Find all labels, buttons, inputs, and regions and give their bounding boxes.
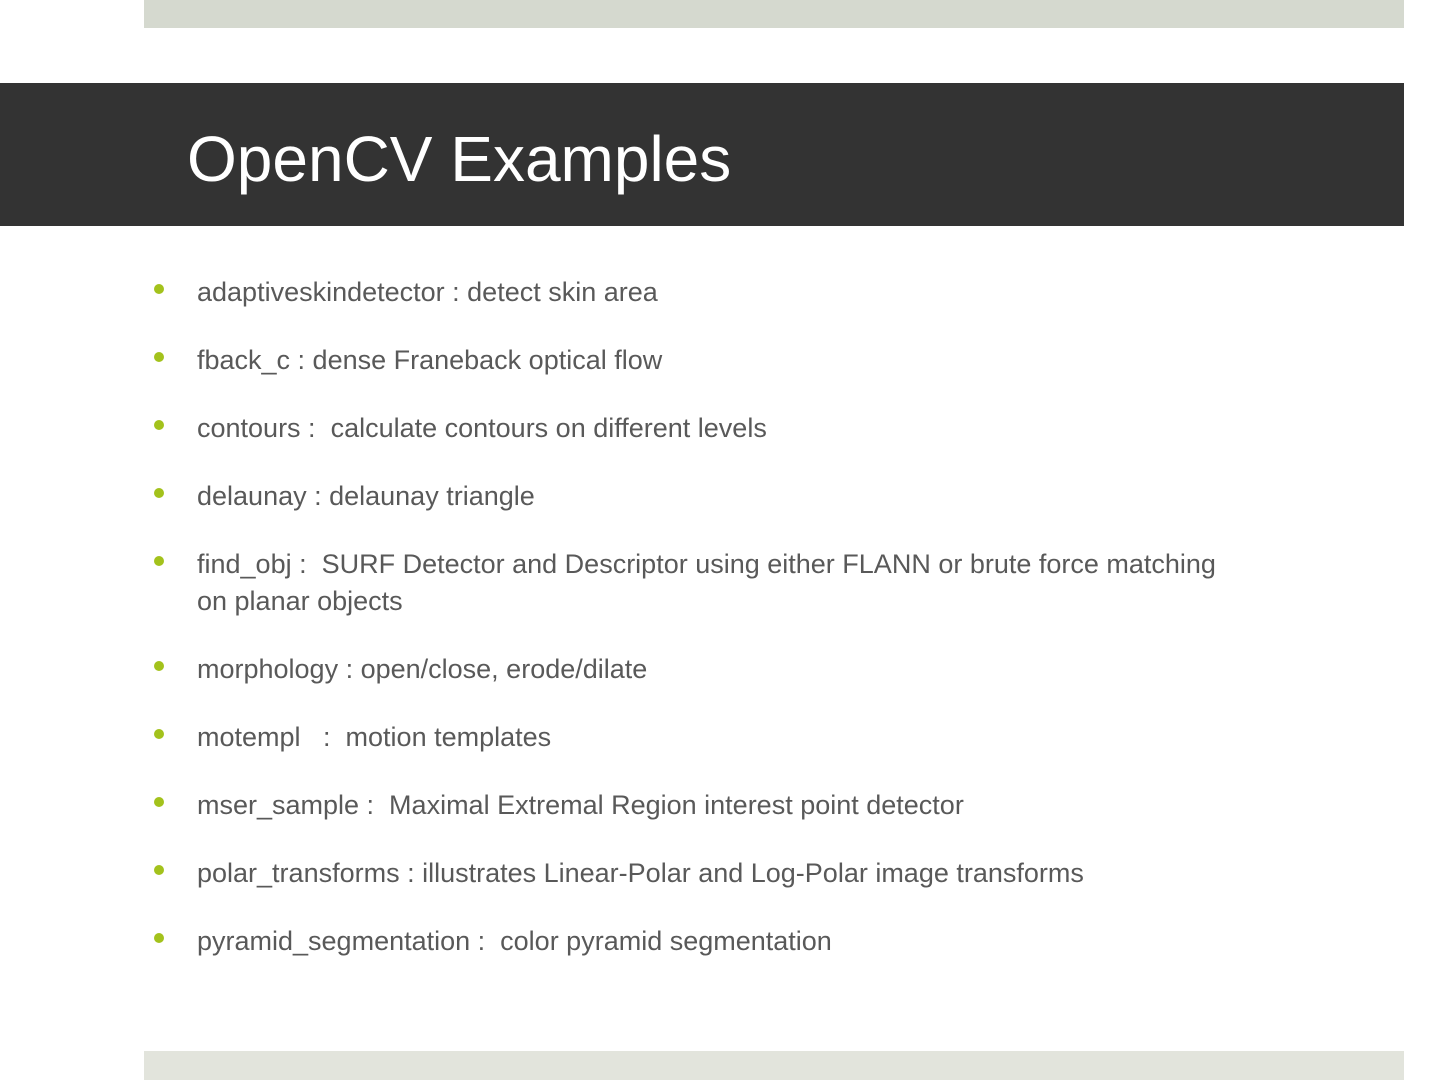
bullet-icon [154, 661, 164, 671]
top-accent-band [144, 0, 1404, 28]
bullet-text: contours : calculate contours on different levels [197, 413, 767, 443]
bullet-text: pyramid_segmentation : color pyramid segmentation [197, 926, 832, 956]
bullet-icon [154, 865, 164, 875]
bullet-icon [154, 352, 164, 362]
bullet-text: find_obj : SURF Detector and Descriptor using either FLANN or brute force matching on planar objects [197, 549, 1224, 616]
bullet-icon [154, 284, 164, 294]
bullet-icon [154, 933, 164, 943]
bottom-accent-band [144, 1051, 1404, 1080]
bullet-text: motempl : motion templates [197, 722, 552, 752]
bullet-icon [154, 556, 164, 566]
bullet-text: mser_sample : Maximal Extremal Region interest point detector [197, 790, 964, 820]
bullet-text: delaunay : delaunay triangle [197, 481, 535, 511]
bullet-icon [154, 729, 164, 739]
list-item [150, 923, 1240, 1071]
bullet-icon [154, 488, 164, 498]
bullet-text: adaptiveskindetector : detect skin area [197, 277, 658, 307]
bullet-icon [154, 420, 164, 430]
bullet-text: morphology : open/close, erode/dilate [197, 654, 648, 684]
slide-title: OpenCV Examples [187, 123, 732, 195]
bullet-icon [154, 797, 164, 807]
bullet-text: fback_c : dense Franeback optical flow [197, 345, 663, 375]
bullet-text: polar_transforms : illustrates Linear-Polar and Log-Polar image transforms [197, 858, 1084, 888]
